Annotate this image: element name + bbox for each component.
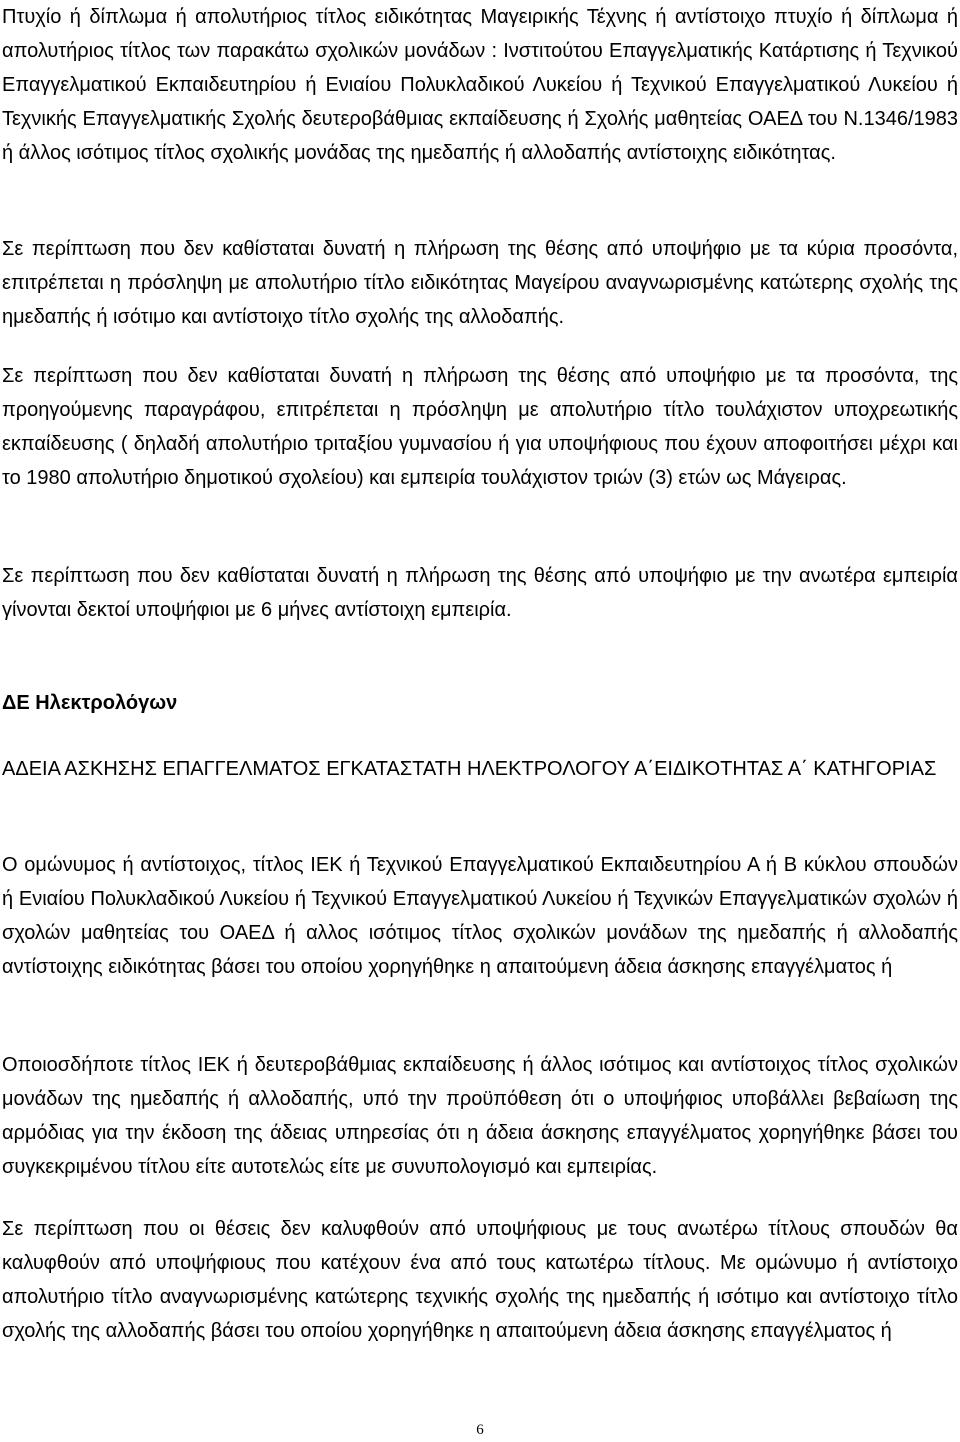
paragraph-cook-alternative-1: Σε περίπτωση που δεν καθίσταται δυνατή η πλήρωση της θέσης από υποψήφιο με τα κύρια προσόντα, επιτρέπεται η πρόσληψη με απολυτήριο τίτλο ειδικότητας Μαγείρου αναγνωρισμένης κατώτερης σχολής της ημεδαπής ή ισότιμο και αντίστοιχο τίτλο σχολής της αλλοδαπής.	[2, 238, 958, 328]
paragraph-electrician-qualifications: Ο ομώνυμος ή αντίστοιχος, τίτλος ΙΕΚ ή Τεχνικού Επαγγελματικού Εκπαιδευτηρίου Α ή Β κύκλου σπουδών ή Ενιαίου Πολυκλαδικού Λυκείου ή Τεχνικού Επαγγελματικού Λυκείου ή Τεχνικών Επαγγελματικών σχολών ή σχολών μαθητείας του ΟΑΕΔ ή αλλος ισότιμος τίτλος σχολικών μονάδων της ημεδαπής ή αλλοδαπής αντίστοιχης ειδικότητας βάσει του οποίου χορηγήθηκε η απαιτούμενη άδεια άσκησης επαγγέλματος ή	[2, 854, 958, 978]
paragraph-license-title: ΑΔΕΙΑ ΑΣΚΗΣΗΣ ΕΠΑΓΓΕΛΜΑΤΟΣ ΕΓΚΑΤΑΣΤΑΤΗ ΗΛΕΚΤΡΟΛΟΓΟΥ Α΄ΕΙΔΙΚΟΤΗΤΑΣ Α΄ ΚΑΤΗΓΟΡΙΑΣ	[2, 758, 937, 780]
paragraph-cook-alternative-2: Σε περίπτωση που δεν καθίσταται δυνατή η πλήρωση της θέσης από υποψήφιο με τα προσόντα, της προηγούμενης παραγράφου, επιτρέπεται η πρόσληψη με απολυτήριο τίτλο τουλάχιστον υποχρεωτικής εκπαίδευσης ( δηλαδή απολυτήριο τριταξίου γυμνασίου ή για υποψήφιους που έχουν αποφοιτήσει μέχρι και το 1980 απολυτήριο δημοτικού σχολείου) και εμπειρία τουλάχιστον τριών (3) ετών ως Μάγειρας.	[2, 365, 958, 489]
paragraph-cook-alternative-3: Σε περίπτωση που δεν καθίσταται δυνατή η πλήρωση της θέσης από υποψήφιο με την ανωτέρα εμπειρία γίνονται δεκτοί υποψήφιοι με 6 μήνες αντίστοιχη εμπειρία.	[2, 565, 958, 621]
paragraph-electrician-alternative-1: Οποιοσδήποτε τίτλος ΙΕΚ ή δευτεροβάθμιας εκπαίδευσης ή άλλος ισότιμος και αντίστοιχος τίτλος σχολικών μονάδων της ημεδαπής ή αλλοδαπής, υπό την προϋπόθεση ότι ο υποψήφιος υποβάλλει βεβαίωση της αρμόδιας για την έκδοση της άδειας υπηρεσίας ότι η άδεια άσκησης επαγγέλματος χορηγήθηκε βάσει του συγκεκριμένου τίτλου είτε αυτοτελώς είτε με συνυπολογισμό και εμπειρίας.	[2, 1054, 958, 1178]
paragraph-electrician-alternative-2: Σε περίπτωση που οι θέσεις δεν καλυφθούν από υποψήφιους με τους ανωτέρω τίτλους σπουδών θα καλυφθούν από υποψήφιους που κατέχουν ένα από τους κατωτέρω τίτλους. Με ομώνυμο ή αντίστοιχο απολυτήριο τίτλο αναγνωρισμένης κατώτερης τεχνικής σχολής της ημεδαπής ή ισότιμο και αντίστοιχο τίτλο σχολής της αλλοδαπής βάσει του οποίου χορηγήθηκε η απαιτούμενη άδεια άσκησης επαγγέλματος ή	[2, 1218, 958, 1342]
page-number: 6	[476, 1422, 484, 1438]
paragraph-cook-qualifications: Πτυχίο ή δίπλωμα ή απολυτήριος τίτλος ειδικότητας Μαγειρικής Τέχνης ή αντίστοιχο πτυχίο ή δίπλωμα ή απολυτήριος τίτλος των παρακάτω σχολικών μονάδων : Ινστιτούτου Επαγγελματικής Κατάρτισης ή Τεχνικού Επαγγελματικού Εκπαιδευτηρίου ή Ενιαίου Πολυκλαδικού Λυκείου ή Τεχνικού Επαγγελματικού Λυκείου ή Τεχνικής Επαγγελματικής Σχολής δευτεροβάθμιας εκπαίδευσης ή Σχολής μαθητείας ΟΑΕΔ του Ν.1346/1983 ή άλλος ισότιμος τίτλος σχολικής μονάδας της ημεδαπής ή αλλοδαπής αντίστοιχης ειδικότητας.	[2, 6, 958, 164]
section-heading: ΔΕ Ηλεκτρολόγων	[2, 692, 178, 714]
